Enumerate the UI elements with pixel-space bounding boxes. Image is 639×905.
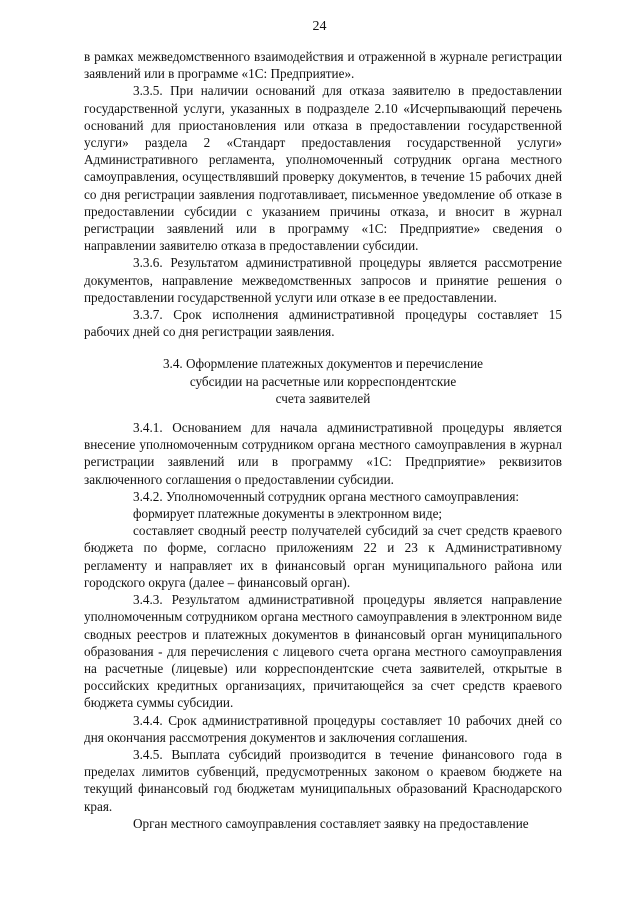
paragraph-3-3-5: 3.3.5. При наличии оснований для отказа заявителю в предоставлении государственной услуги, указанных в подразделе 2.10 «Исчерпывающий перечень оснований для приостановления или отказа в предоставлении государственной услуги» раздела 2 «Стандарт предоставления государственной услуги» Административного регламента, уполномоченный сотрудник органа местного самоуправления, осуществлявший проверку документов, в течение 15 рабочих дней со дня регистрации заявления подготавливает, письменное уведомление об отказе в предоставлении субсидии с указанием причины отказа, и вносит в журнал регистрации заявлений или в программу «1С: Предприятие» сведения о направлении заявителю отказа в предоставлении субсидии. — [84, 83, 562, 254]
paragraph-3-4-2: 3.4.2. Уполномоченный сотрудник органа местного самоуправления: — [133, 488, 520, 504]
heading-line: субсидии на расчетные или корреспондентские — [189, 373, 457, 389]
paragraph-last: Орган местного самоуправления составляет заявку на предоставление — [133, 815, 529, 831]
paragraph-3-4-4: 3.4.4. Срок административной процедуры составляет 10 рабочих дней со дня окончания рассмотрения документов и заключения соглашения. — [84, 712, 562, 745]
page-number: 24 — [312, 19, 327, 34]
paragraph-3-4-3: 3.4.3. Результатом административной процедуры является направление уполномоченным сотрудником органа местного самоуправления в электронном виде сводных реестров и платежных документов в финансовый орган муниципального образования - для перечисления с лицевого счета органа местного самоуправления на расчетные (лицевые) или корреспондентские счета заявителей, открытые в российских кредитных организациях, причитающейся за счет средств краевого бюджета суммы субсидии. — [84, 592, 562, 711]
paragraph-3-4-1: 3.4.1. Основанием для начала административной процедуры является внесение уполномоченным сотрудником органа местного самоуправления в журнал регистрации заявлений или в программу «1С: Предприятие» реквизитов заключенного соглашения о предоставлении субсидии. — [84, 420, 562, 487]
heading-line: счета заявителей — [275, 390, 371, 406]
document-body — [84, 48, 562, 832]
paragraph-3-3-6: 3.3.6. Результатом административной процедуры является рассмотрение документов, направление межведомственных запросов и принятие решения о предоставлении государственной услуги или отказе в ее предоставлении. — [84, 255, 562, 305]
paragraph-3-3-7: 3.3.7. Срок исполнения административной процедуры составляет 15 рабочих дней со дня регистрации заявления. — [84, 307, 562, 340]
section-heading-3-4 — [84, 355, 562, 407]
paragraph-3-4-2-item-2: составляет сводный реестр получателей субсидий за счет средств краевого бюджета по форме, согласно приложениям 22 и 23 к Административному регламенту и направляет их в финансовый орган муниципального района или городского округа (далее – финансовый орган). — [84, 523, 562, 590]
paragraph-3-4-5: 3.4.5. Выплата субсидий производится в течение финансового года в пределах лимитов субвенций, предусмотренных законом о краевом бюджете на текущий финансовый год бюджетам муниципальных образований Краснодарского края. — [84, 746, 562, 814]
heading-line: 3.4. Оформление платежных документов и перечисление — [162, 356, 484, 372]
paragraph-3-4-2-item-1: формирует платежные документы в электронном виде; — [133, 506, 443, 522]
paragraph-continuation: в рамках межведомственного взаимодействия и отраженной в журнале регистрации заявлений или в программе «1С: Предприятие». — [84, 49, 562, 82]
